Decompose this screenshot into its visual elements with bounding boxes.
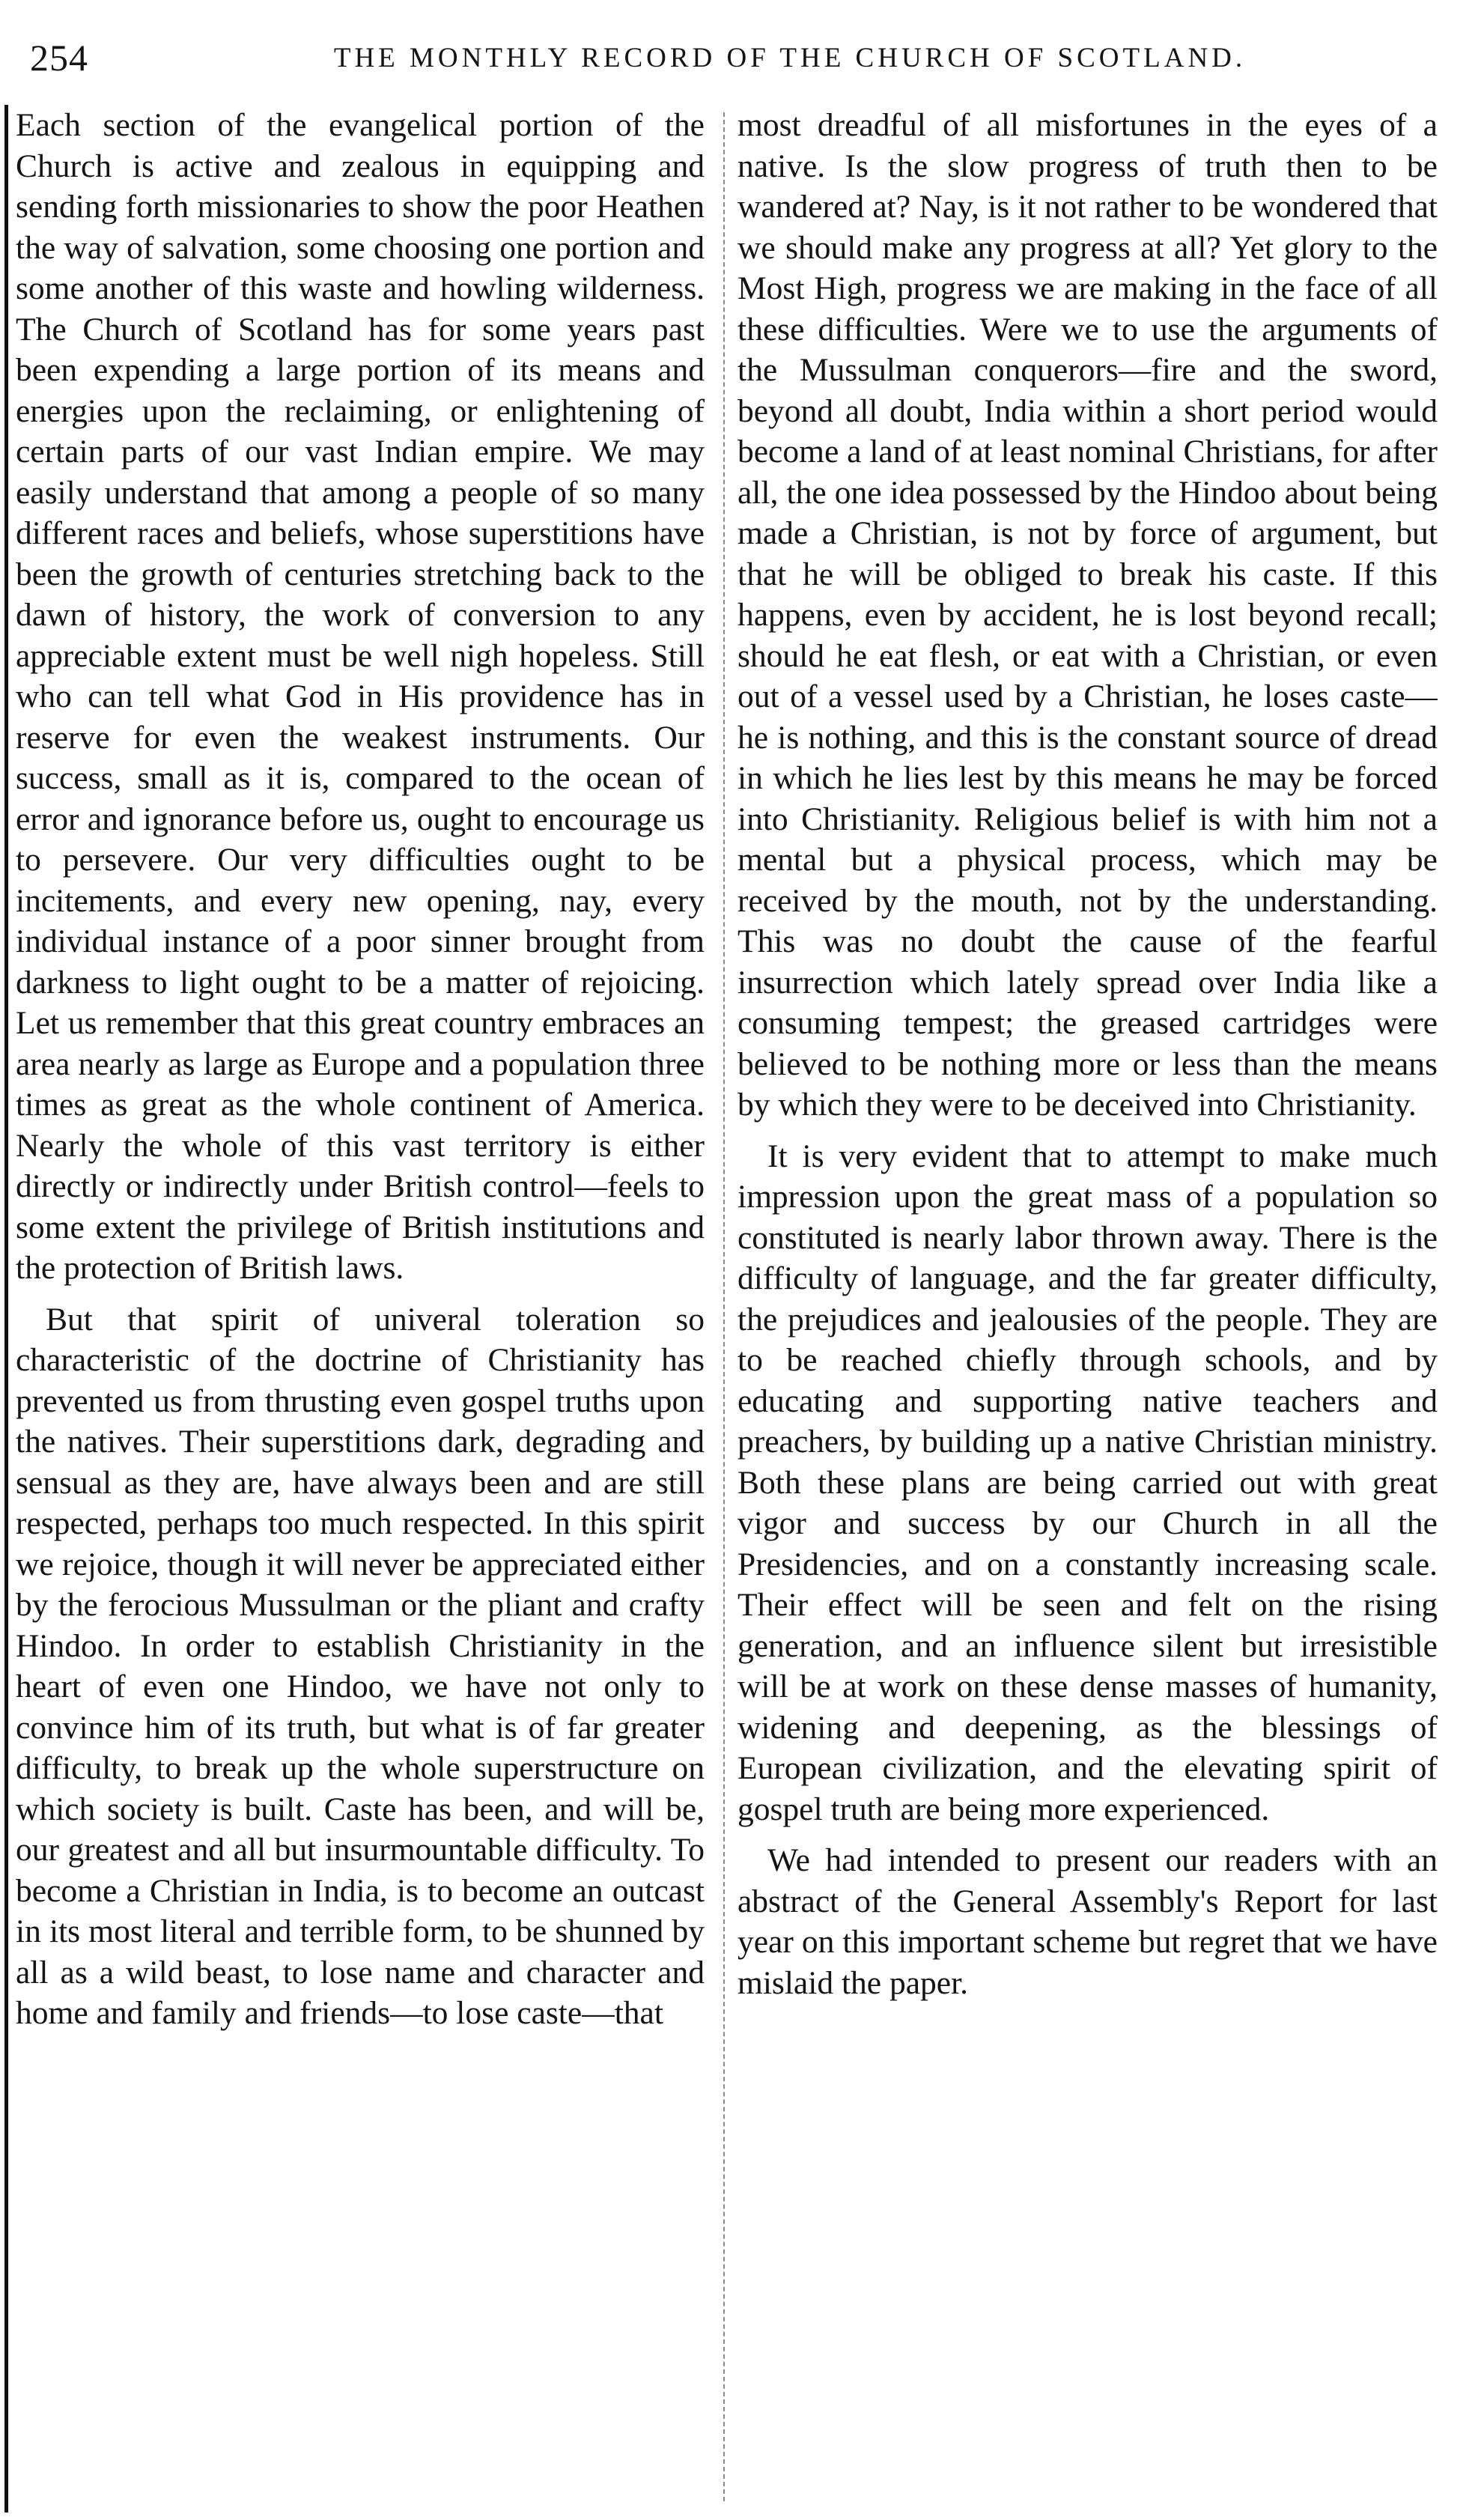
paragraph: Each section of the evangelical portion of the Church is active and zealous in equipping and sending forth missionaries to show the poor Heathen the way of salvation, some choosing one portion and some another of this waste and howling wilderness. The Church of Scotland has for some years past been expending a large portion of its means and energies upon the reclaiming, or enlightening of certain parts of our vast Indian empire. We may easily understand that among a people of so many different races and beliefs, whose superstitions have been the growth of centuries stretching back to the dawn of history, the work of conversion to any appreciable extent must be well nigh hopeless. Still who can tell what God in His providence has in reserve for even the weakest instruments. Our success, small as it is, compared to the ocean of error and ignorance before us, ought to encourage us to persevere. Our very difficulties ought to be incitements, and every new opening, nay, every individual instance of a poor sinner brought from darkness to light ought to be a matter of rejoicing. Let us remember that this great country embraces an area nearly as large as Europe and a population three times as great as the whole continent of America. Nearly the whole of this vast territory is either directly or indirectly under British control—feels to some extent the privilege of British institutions and the protection of British laws. xyxy=(16,107,705,1286)
left-column xyxy=(4,105,705,2513)
paragraph: It is very evident that to attempt to make much impression upon the great mass of a population so constituted is nearly labor thrown away. There is the difficulty of language, and the far greater difficulty, the prejudices and jealousies of the people. They are to be reached chiefly through schools, and by educating and supporting native teachers and preachers, by building up a native Christian ministry. Both these plans are being carried out with great vigor and success by our Church in all the Presidencies, and on a constantly increasing scale. Their effect will be seen and felt on the rising generation, and an influence silent but irresistible will be at work on these dense masses of humanity, widening and deepening, as the blessings of European civilization, and the elevating spirit of gospel truth are being more experienced. xyxy=(738,1138,1438,1827)
paragraph: We had intended to present our readers with an abstract of the General Assembly's Report for last year on this important scheme but regret that we have mislaid the paper. xyxy=(738,1842,1438,2001)
running-head: THE MONTHLY RECORD OF THE CHURCH OF SCOTLAND. xyxy=(333,43,1247,73)
column-divider xyxy=(723,112,725,2501)
paragraph: But that spirit of univeral toleration so characteristic of the doctrine of Christianity has prevented us from thrusting even gospel truths upon the natives. Their superstitions dark, degrading and sensual as they are, have always been and are still respected, perhaps too much respected. In this spirit we rejoice, though it will never be appreciated either by the ferocious Mussulman or the pliant and crafty Hindoo. In order to establish Christianity in the heart of even one Hindoo, we have not only to convince him of its truth, but what is of far greater difficulty, to break up the whole superstructure on which society is built. Caste has been, and will be, our greatest and all but insurmountable difficulty. To become a Christian in India, is to become an outcast in its most literal and terrible form, to be shunned by all as a wild beast, to lose name and character and home and family and friends—to lose caste—that xyxy=(16,1301,705,2031)
paragraph: most dreadful of all misfortunes in the eyes of a native. Is the slow progress of truth then to be wandered at? Nay, is it not rather to be wondered that we should make any progress at all? Yet glory to the Most High, progress we are making in the face of all these difficulties. Were we to use the arguments of the Mussulman conquerors—fire and the sword, beyond all doubt, India within a short period would become a land of at least nominal Christians, for after all, the one idea possessed by the Hindoo about being made a Christian, is not by force of argument, but that he will be obliged to break his caste. If this happens, even by accident, he is lost beyond recall; should he eat flesh, or eat with a Christian, or even out of a vessel used by a Christian, he loses caste—he is nothing, and this is the constant source of dread in which he lies lest by this means he may be forced into Christianity. Religious belief is with him not a mental but a physical process, which may be received by the mouth, not by the understanding. This was no doubt the cause of the fearful insurrection which lately spread over India like a consuming tempest; the greased cartridges were believed to be nothing more or less than the means by which they were to be deceived into Christianity. xyxy=(738,107,1438,1123)
right-column xyxy=(738,105,1438,2513)
page-number: 254 xyxy=(30,37,88,79)
page-header xyxy=(30,31,1453,91)
